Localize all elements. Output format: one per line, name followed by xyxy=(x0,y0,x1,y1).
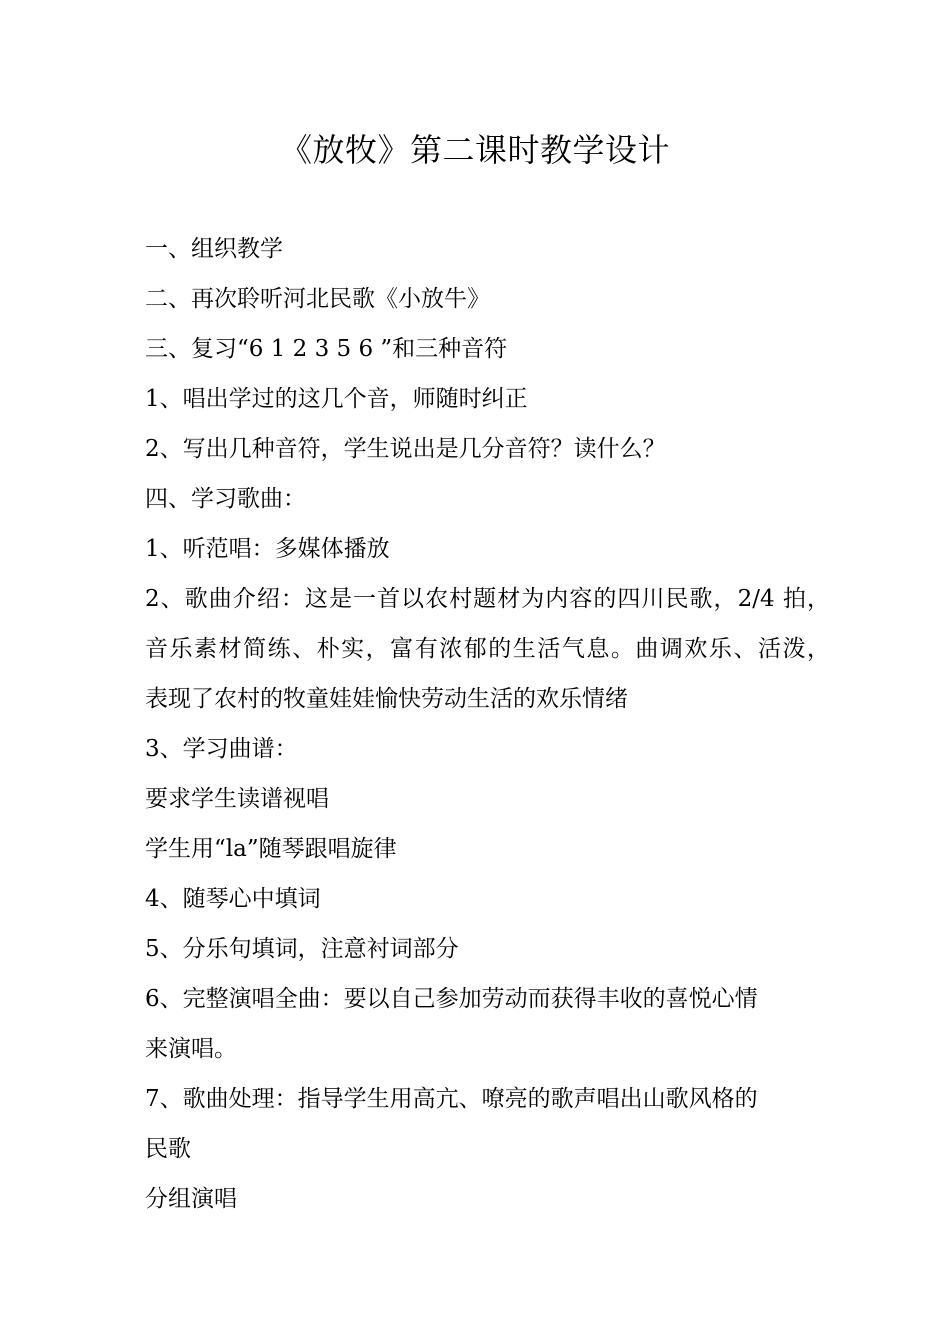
learn-step-3-detail-2: 学生用“la”随琴跟唱旋律 xyxy=(145,836,397,862)
section-heading-listen: 二、再次聆听河北民歌《小放牛》 xyxy=(145,286,490,312)
learn-step-7-detail: 分组演唱 xyxy=(145,1186,237,1212)
review-step-2: 2、写出几种音符，学生说出是几分音符？读什么？ xyxy=(145,436,666,462)
document-title: 《放牧》第二课时教学设计 xyxy=(279,131,670,169)
learn-step-1: 1、听范唱：多媒体播放 xyxy=(145,536,390,562)
review-step-1: 1、唱出学过的这几个音，师随时纠正 xyxy=(145,386,528,412)
document-body xyxy=(145,224,830,1224)
learn-step-6-line-1: 6、完整演唱全曲：要以自己参加劳动而获得丰收的喜悦心情 xyxy=(145,986,758,1012)
learn-step-2-line-3: 表现了农村的牧童娃娃愉快劳动生活的欢乐情绪 xyxy=(145,686,628,712)
learn-step-6-line-2: 来演唱。 xyxy=(145,1036,237,1062)
learn-step-4: 4、随琴心中填词 xyxy=(145,886,321,912)
learn-step-2-line-2: 音乐素材简练、朴实，富有浓郁的生活气息。曲调欢乐、活泼， xyxy=(145,636,830,662)
learn-step-7-line-1: 7、歌曲处理：指导学生用高亢、嘹亮的歌声唱出山歌风格的 xyxy=(145,1086,758,1112)
learn-step-3: 3、学习曲谱： xyxy=(145,736,298,762)
learn-step-3-detail-1: 要求学生读谱视唱 xyxy=(145,786,329,812)
section-heading-review: 三、复习“6 1 2 3 5 6 ”和三种音符 xyxy=(145,336,508,362)
section-heading-organize: 一、组织教学 xyxy=(145,236,283,262)
learn-step-2-line-1: 2、歌曲介绍：这是一首以农村题材为内容的四川民歌，2/4 拍， xyxy=(145,586,830,612)
learn-step-5: 5、分乐句填词，注意衬词部分 xyxy=(145,936,459,962)
learn-step-7-line-2: 民歌 xyxy=(145,1136,191,1162)
section-heading-learn-song: 四、学习歌曲： xyxy=(145,486,306,512)
